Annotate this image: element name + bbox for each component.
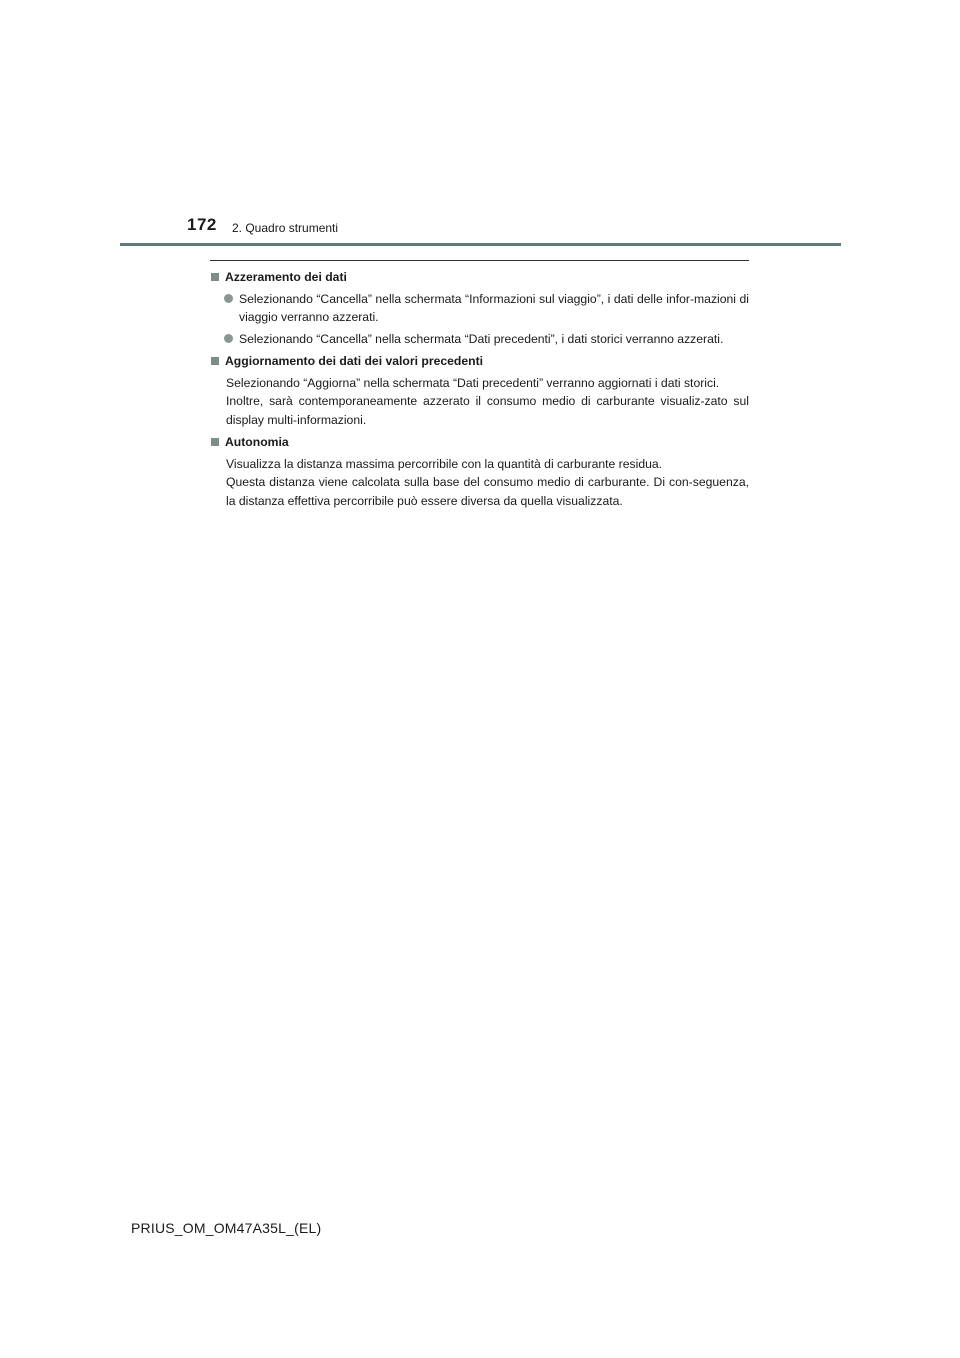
section-heading [210,352,749,371]
paragraph: Selezionando “Aggiorna” nella schermata “Dati precedenti” verranno aggiornati i dati storici. [226,375,720,390]
circle-bullet-icon [224,294,233,303]
section-data-reset [210,268,749,348]
square-bullet-icon [211,438,219,446]
section-heading [210,433,749,452]
square-bullet-icon [211,273,219,281]
paragraph: Questa distanza viene calcolata sulla base del consumo medio di carburante. Di con-seguenza, la distanza effettiva percorribile può essere diversa da quella visualizzata. [226,475,749,508]
page-number: 172 [187,215,217,234]
square-bullet-icon [211,357,219,365]
section-heading [210,268,749,287]
section-update-previous [210,352,749,429]
section-range [210,433,749,510]
list-item-text: Selezionando “Cancella” nella schermata “Informazioni sul viaggio”, i dati delle infor-mazioni di viaggio verranno azzerati. [239,291,749,324]
list-item-text: Selezionando “Cancella” nella schermata “Dati precedenti”, i dati storici verranno azzerati. [239,331,724,346]
section-rule [210,260,749,261]
footer-doc-code: PRIUS_OM_OM47A35L_(EL) [131,1220,322,1236]
section-heading-text: Autonomia [225,435,289,449]
chapter-title: 2. Quadro strumenti [232,221,339,235]
circle-bullet-icon [224,334,233,343]
list-item [223,330,749,349]
list-item [223,290,749,327]
paragraph: Visualizza la distanza massima percorribile con la quantità di carburante residua. [226,456,663,471]
header-rule [120,243,841,246]
content [210,268,749,514]
section-heading-text: Azzeramento dei dati [225,270,347,284]
paragraph: Inoltre, sarà contemporaneamente azzerato il consumo medio di carburante visualiz-zato sul display multi-informazioni. [226,394,749,427]
section-heading-text: Aggiornamento dei dati dei valori precedenti [225,354,484,368]
